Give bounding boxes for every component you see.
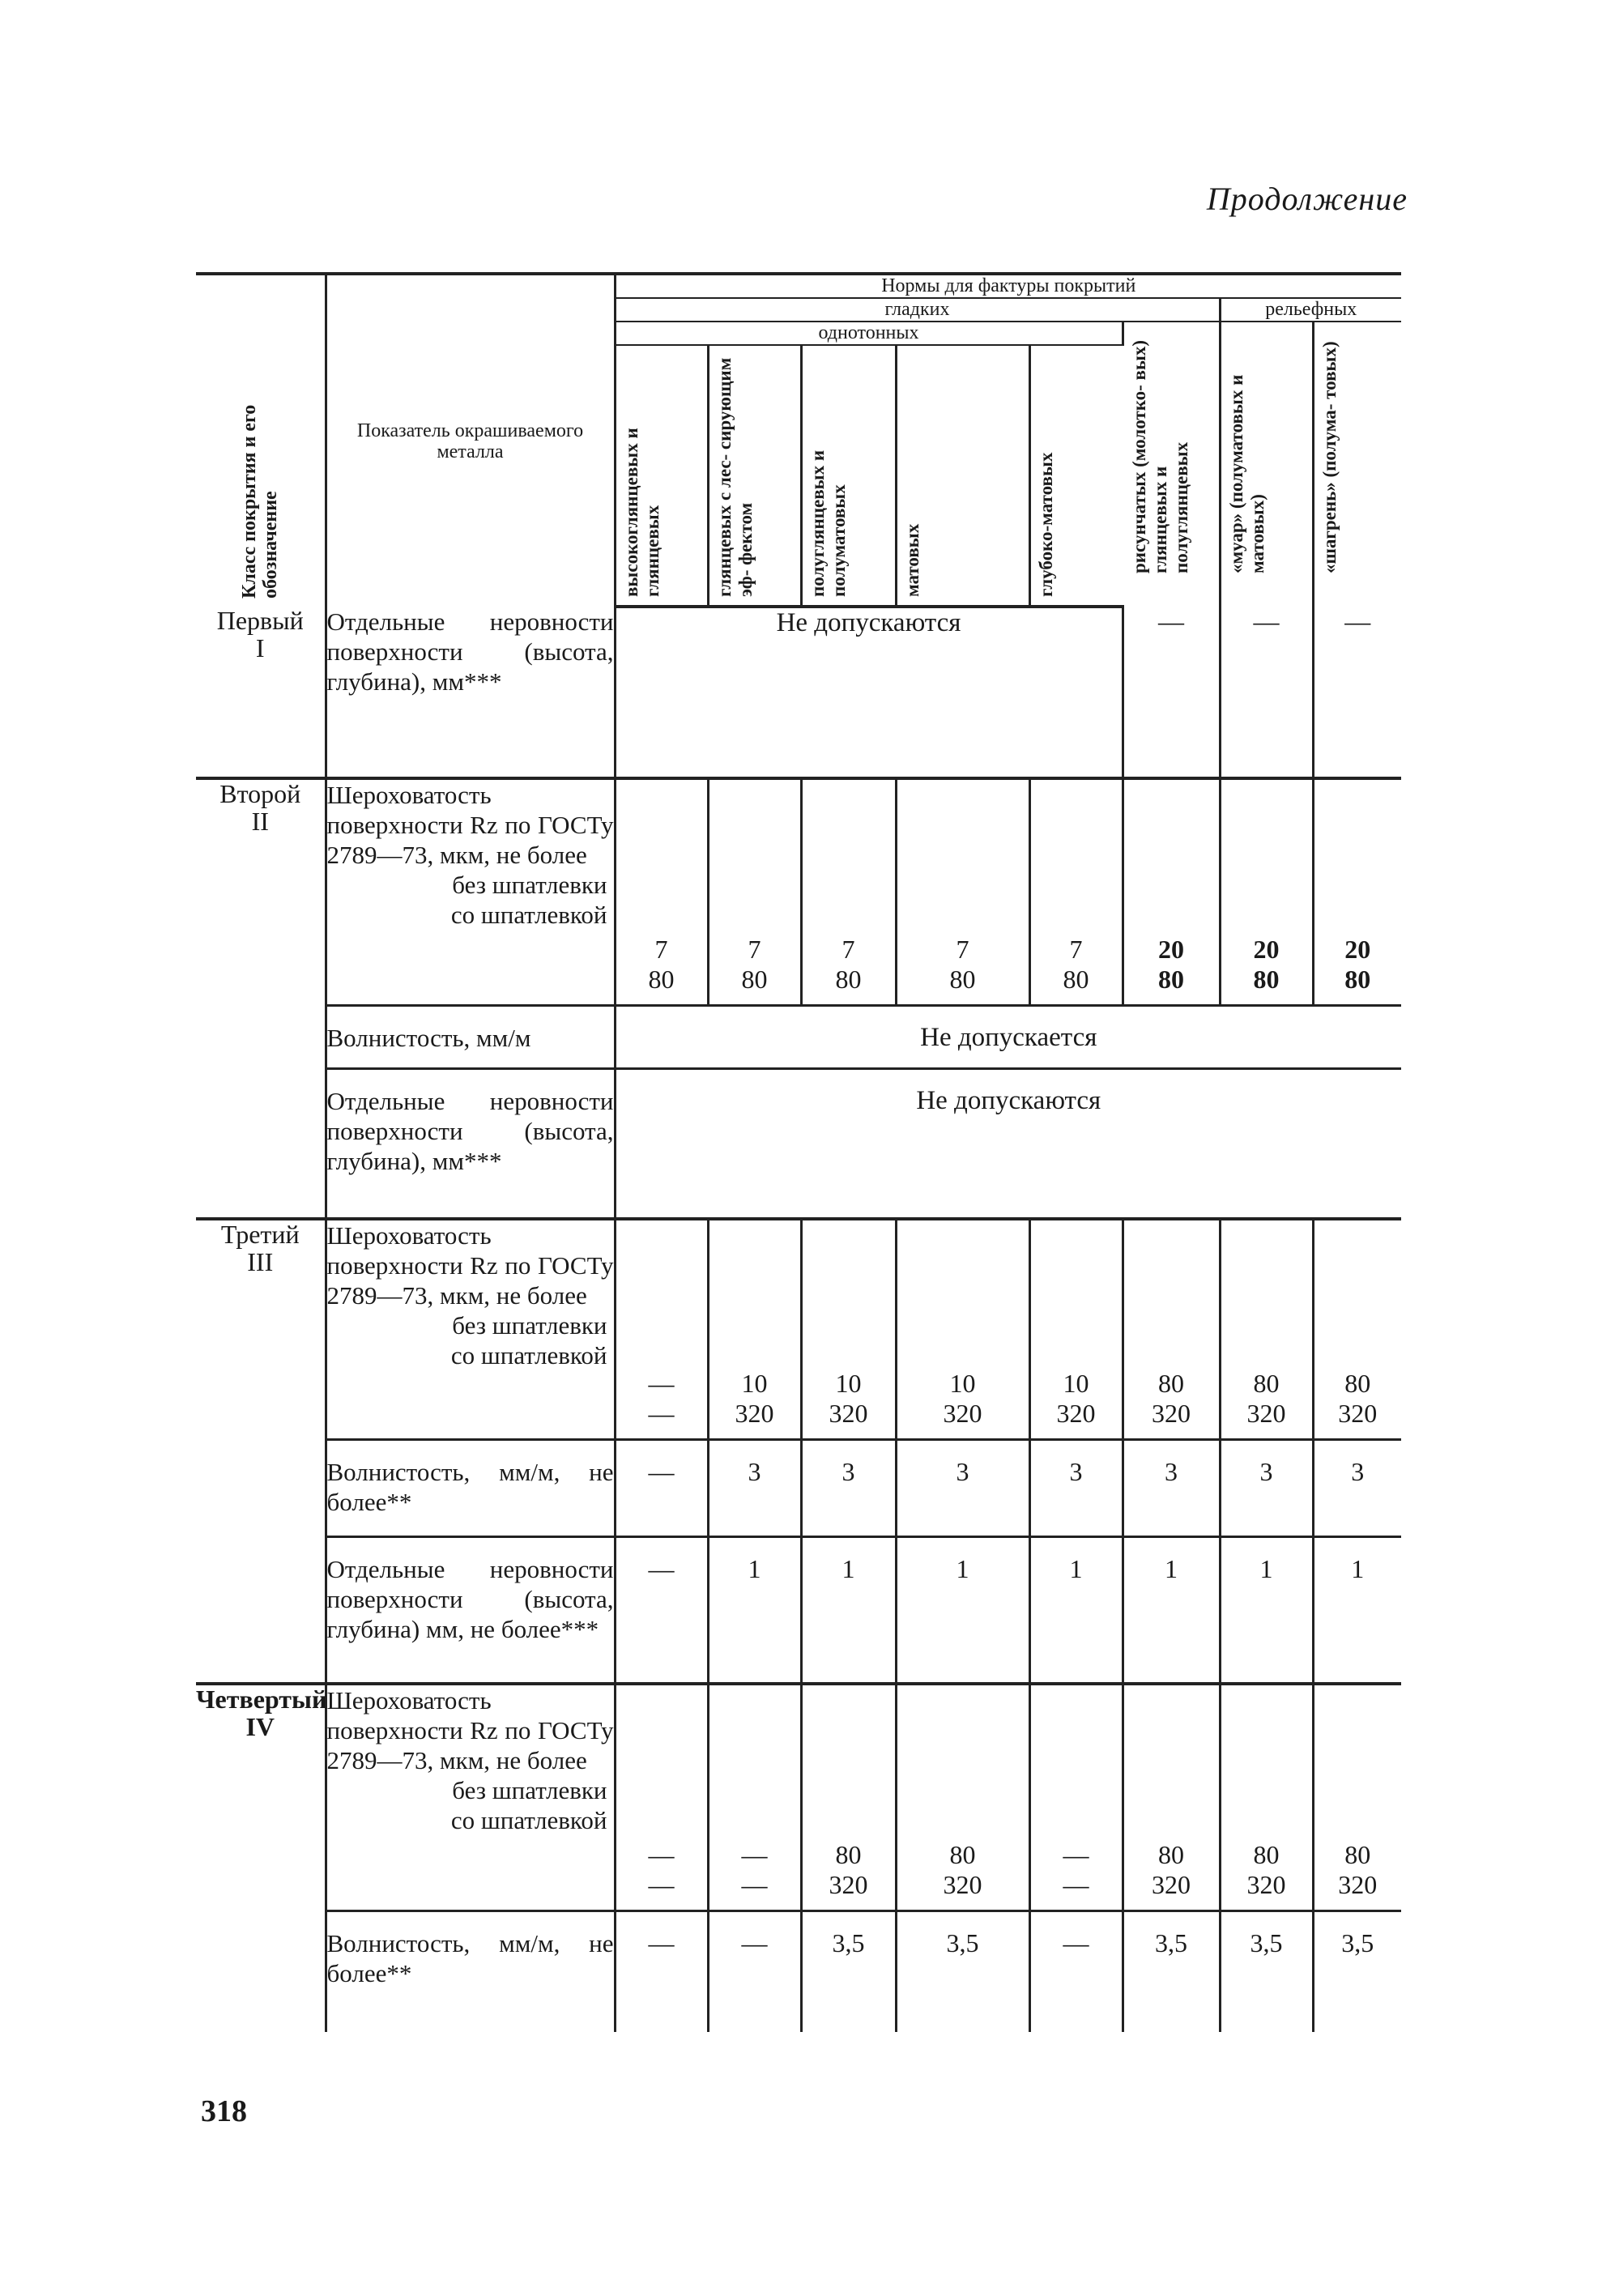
class-cell: Третий III bbox=[196, 1219, 326, 1684]
col-glaze-header: глянцевых с лес- сирующим эф- фектом bbox=[708, 345, 801, 607]
value-cell: 3 bbox=[1123, 1439, 1220, 1536]
table-row bbox=[196, 1439, 1401, 1536]
value-cell: 80 320 bbox=[1313, 1684, 1401, 1910]
value-cell: 7 80 bbox=[708, 778, 801, 1005]
value-cell: 80 320 bbox=[1220, 1219, 1313, 1439]
col-shagreen-header: «шагрень» (полума- товых) bbox=[1319, 341, 1340, 573]
value-cell: 1 bbox=[1220, 1536, 1313, 1684]
table-row bbox=[196, 1536, 1401, 1684]
value-cell: 3,5 bbox=[896, 1910, 1029, 2032]
col-hammer-header: рисунчатых (молотко- вых) глянцевых и полуглянцевых bbox=[1123, 322, 1220, 607]
relief-group-header: рельефных bbox=[1220, 298, 1401, 322]
value-cell: 3,5 bbox=[1123, 1910, 1220, 2032]
value-cell: 3 bbox=[801, 1439, 896, 1536]
indicator-cell: Волнистость, мм/м, не более** bbox=[326, 1439, 615, 1536]
value-cell: 3,5 bbox=[801, 1910, 896, 2032]
value-cell: 3 bbox=[1313, 1439, 1401, 1536]
value-cell: 10 320 bbox=[1029, 1219, 1123, 1439]
indicator-cell: Волнистость, мм/м, не более** bbox=[326, 1910, 615, 2032]
value-cell: 10 320 bbox=[896, 1219, 1029, 1439]
col-moire-header: «муар» (полуматовых и матовых) bbox=[1220, 322, 1313, 607]
table-row bbox=[196, 1068, 1401, 1219]
value-cell: 1 bbox=[708, 1536, 801, 1684]
class-column-header: Класс покрытия и его обозначение bbox=[196, 274, 326, 607]
norms-header: Нормы для фактуры покрытий bbox=[615, 274, 1401, 298]
value-cell: — bbox=[1123, 607, 1220, 778]
indicator-cell: Отдельные неровности поверхности (высота, глубина) мм, не более*** bbox=[326, 1536, 615, 1684]
value-cell: 20 80 bbox=[1220, 778, 1313, 1005]
table-row bbox=[196, 1684, 1401, 1910]
col-matte-header: матовых bbox=[896, 345, 1029, 607]
value-cell: — bbox=[708, 1910, 801, 2032]
value-cell: 80 320 bbox=[801, 1684, 896, 1910]
value-cell: 1 bbox=[801, 1536, 896, 1684]
table-row bbox=[196, 1219, 1401, 1439]
value-cell: 7 80 bbox=[896, 778, 1029, 1005]
indicator-cell: Отдельные неровности поверхности (высота, глубина), мм*** bbox=[326, 607, 615, 778]
value-cell: 80 320 bbox=[1313, 1219, 1401, 1439]
value-cell: 1 bbox=[896, 1536, 1029, 1684]
plain-group-header: однотонных bbox=[615, 322, 1123, 345]
value-cell: — bbox=[1220, 607, 1313, 778]
col-deep-matte-header: глубоко-матовых bbox=[1029, 345, 1123, 607]
value-cell: 3,5 bbox=[1313, 1910, 1401, 2032]
smooth-group-header: гладких bbox=[615, 298, 1220, 322]
value-cell: 7 80 bbox=[615, 778, 708, 1005]
span-cell: Не допускаются bbox=[615, 1068, 1401, 1219]
value-cell: 3 bbox=[1220, 1439, 1313, 1536]
value-cell: 3,5 bbox=[1220, 1910, 1313, 2032]
class-cell: Второй II bbox=[196, 778, 326, 1219]
value-cell: — bbox=[1029, 1910, 1123, 2032]
value-cell: 10 320 bbox=[708, 1219, 801, 1439]
indicator-cell: Шероховатость поверхности Rz по ГОСТу 2789—73, мкм, не более без шпатлевки со шпатлевкой bbox=[326, 1219, 615, 1439]
value-cell: — — bbox=[708, 1684, 801, 1910]
class-cell: Четвертый IV bbox=[196, 1684, 326, 2032]
class-cell: Первый I bbox=[196, 607, 326, 778]
table-row bbox=[196, 778, 1401, 1005]
value-cell: 20 80 bbox=[1123, 778, 1220, 1005]
value-cell: — bbox=[615, 1439, 708, 1536]
indicator-cell: Волнистость, мм/м bbox=[326, 1005, 615, 1068]
value-cell: — — bbox=[615, 1684, 708, 1910]
table-row bbox=[196, 1910, 1401, 2032]
table-row bbox=[196, 607, 1401, 778]
col-high-gloss-header: высокоглянцевых и глянцевых bbox=[615, 345, 708, 607]
table-row bbox=[196, 1005, 1401, 1068]
page-number: 318 bbox=[201, 2094, 247, 2128]
coating-norms-table bbox=[196, 272, 1401, 2032]
value-cell: — — bbox=[615, 1219, 708, 1439]
value-cell: 80 320 bbox=[1123, 1684, 1220, 1910]
indicator-column-header: Показатель окрашиваемого металла bbox=[326, 274, 615, 607]
value-cell: 3 bbox=[896, 1439, 1029, 1536]
value-cell: 3 bbox=[708, 1439, 801, 1536]
value-cell: 7 80 bbox=[1029, 778, 1123, 1005]
indicator-cell: Отдельные неровности поверхности (высота, глубина), мм*** bbox=[326, 1068, 615, 1219]
indicator-cell: Шероховатость поверхности Rz по ГОСТу 2789—73, мкм, не более без шпатлевки со шпатлевкой bbox=[326, 1684, 615, 1910]
indicator-cell: Шероховатость поверхности Rz по ГОСТу 2789—73, мкм, не более без шпатлевки со шпатлевкой bbox=[326, 778, 615, 1005]
span-cell: Не допускаются bbox=[615, 607, 1123, 778]
value-cell: 3 bbox=[1029, 1439, 1123, 1536]
continuation-label: Продолжение bbox=[1206, 181, 1408, 217]
value-cell: 1 bbox=[1313, 1536, 1401, 1684]
value-cell: 7 80 bbox=[801, 778, 896, 1005]
value-cell: — bbox=[615, 1910, 708, 2032]
value-cell: — — bbox=[1029, 1684, 1123, 1910]
value-cell: — bbox=[1344, 607, 1371, 636]
value-cell: 1 bbox=[1123, 1536, 1220, 1684]
value-cell: 1 bbox=[1029, 1536, 1123, 1684]
col-semigloss-header: полуглянцевых и полуматовых bbox=[801, 345, 896, 607]
value-cell: 80 320 bbox=[1123, 1219, 1220, 1439]
value-cell: 20 80 bbox=[1313, 778, 1401, 1005]
value-cell: 80 320 bbox=[1220, 1684, 1313, 1910]
value-cell: 80 320 bbox=[896, 1684, 1029, 1910]
value-cell: — bbox=[615, 1536, 708, 1684]
span-cell: Не допускается bbox=[615, 1005, 1401, 1068]
value-cell: 10 320 bbox=[801, 1219, 896, 1439]
